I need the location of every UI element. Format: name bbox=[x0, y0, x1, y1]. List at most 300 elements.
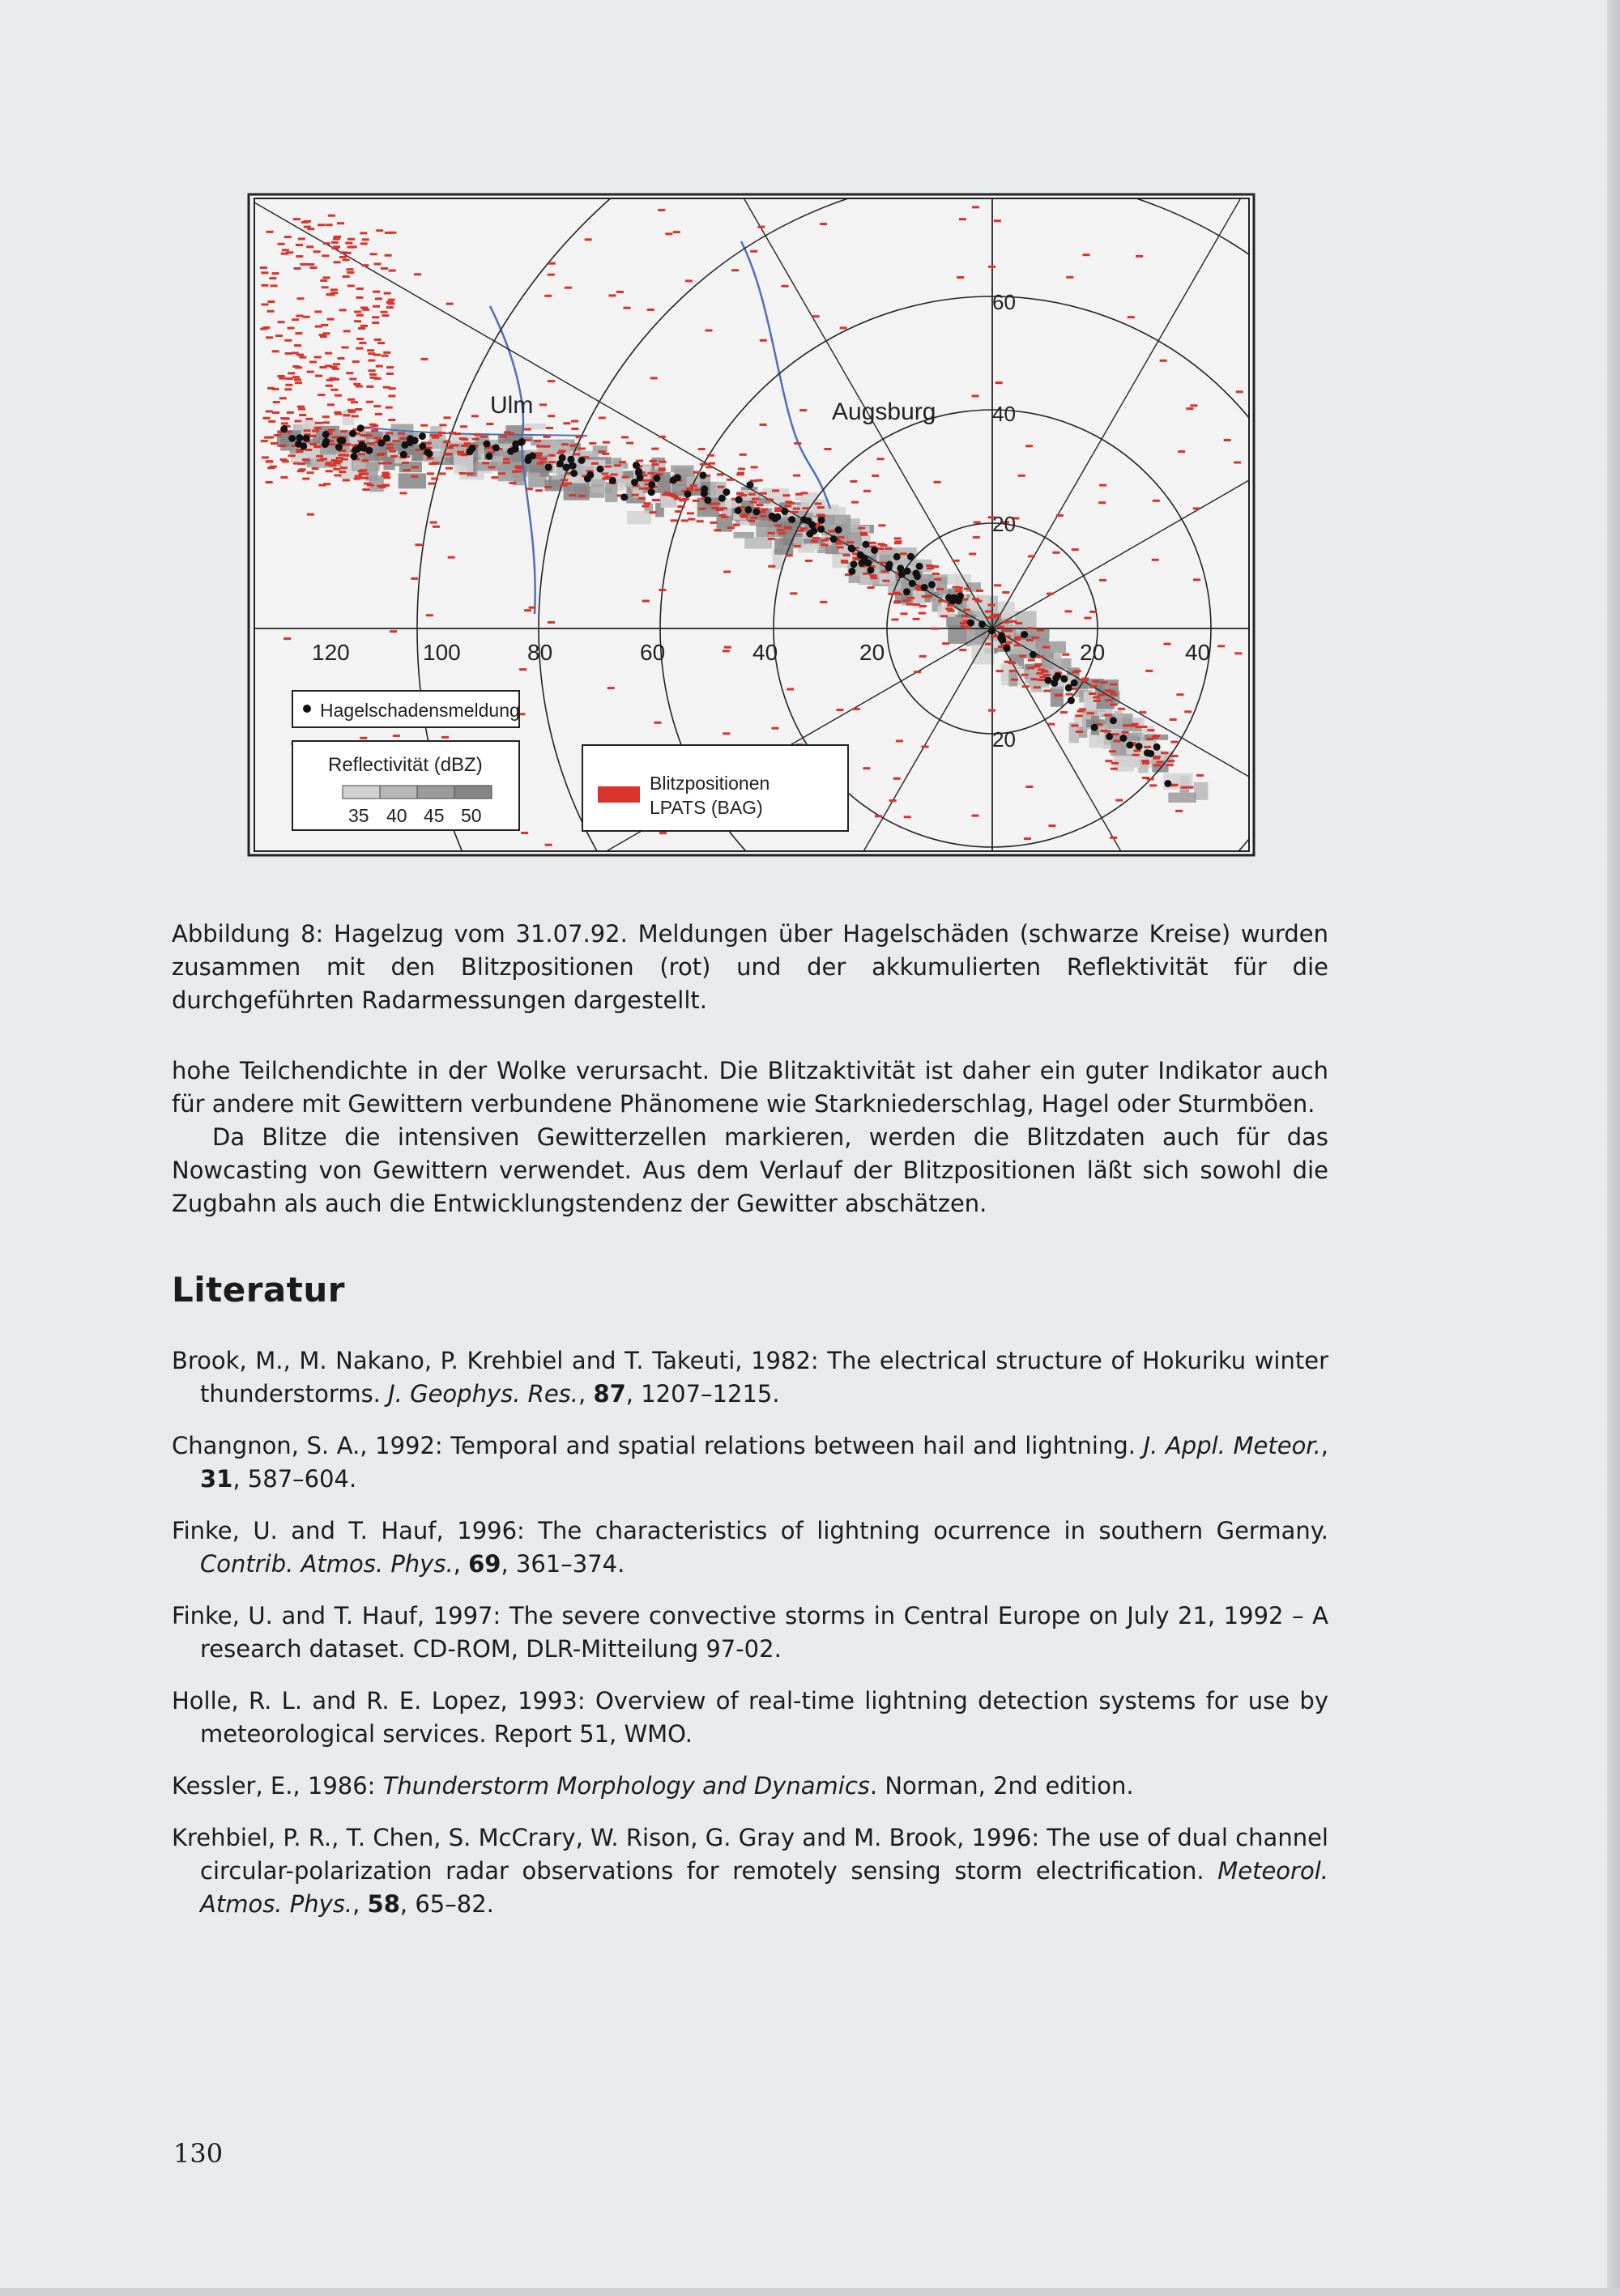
lightning-strike bbox=[750, 250, 757, 253]
lightning-strike bbox=[271, 442, 278, 445]
lightning-strike bbox=[343, 258, 350, 261]
lightning-strike bbox=[297, 470, 305, 472]
lightning-strike bbox=[894, 542, 902, 544]
lightning-strike bbox=[1062, 654, 1069, 656]
lightning-strike bbox=[438, 432, 446, 434]
lightning-strike bbox=[361, 434, 369, 437]
lightning-strike bbox=[760, 492, 767, 495]
lightning-strike bbox=[362, 238, 369, 241]
lightning-strike bbox=[388, 419, 395, 421]
lightning-strike bbox=[1112, 733, 1119, 735]
legend-lightning bbox=[582, 745, 848, 831]
lightning-strike bbox=[444, 416, 451, 419]
ref-volume: 58 bbox=[367, 1890, 400, 1918]
lightning-strike bbox=[805, 560, 812, 562]
lightning-strike bbox=[1094, 700, 1101, 702]
lightning-strike bbox=[1076, 731, 1083, 733]
lightning-strike bbox=[604, 466, 612, 468]
lightning-strike bbox=[548, 461, 556, 463]
lightning-strike bbox=[1032, 637, 1039, 639]
lightning-strike bbox=[877, 458, 885, 460]
lightning-strike bbox=[285, 352, 292, 355]
reflectivity-scale-step bbox=[380, 786, 417, 799]
lightning-strike bbox=[599, 450, 606, 453]
lightning-strike bbox=[1036, 672, 1043, 675]
lightning-strike bbox=[318, 224, 325, 226]
lightning-strike bbox=[375, 297, 382, 300]
lightning-strike bbox=[791, 511, 798, 513]
lightning-strike bbox=[319, 334, 326, 336]
lightning-strike bbox=[793, 475, 800, 477]
lightning-strike bbox=[382, 355, 389, 357]
lightning-strike bbox=[320, 458, 327, 460]
hail-report bbox=[466, 448, 473, 455]
lightning-strike bbox=[1026, 639, 1034, 641]
lightning-strike bbox=[1153, 756, 1161, 758]
lightning-strike bbox=[719, 514, 727, 517]
y-tick: 20 bbox=[992, 512, 1016, 536]
lightning-strike bbox=[526, 488, 533, 490]
y-tick: 20 bbox=[992, 727, 1016, 752]
lightning-strike bbox=[267, 310, 275, 313]
hail-report bbox=[635, 468, 642, 475]
lightning-strike bbox=[794, 442, 801, 445]
lightning-strike bbox=[1136, 255, 1143, 258]
lightning-strike bbox=[608, 687, 615, 689]
lightning-strike bbox=[619, 461, 626, 463]
lightning-strike bbox=[959, 649, 966, 651]
lightning-strike bbox=[373, 305, 380, 308]
lightning-strike bbox=[546, 427, 553, 429]
lightning-strike bbox=[361, 473, 369, 475]
lightning-strike bbox=[548, 262, 556, 265]
lightning-strike bbox=[302, 478, 309, 480]
lightning-strike bbox=[561, 479, 568, 481]
lightning-strike bbox=[346, 268, 353, 270]
lightning-strike bbox=[659, 461, 667, 463]
lightning-strike bbox=[386, 443, 394, 445]
lightning-strike bbox=[338, 357, 345, 360]
lightning-strike bbox=[563, 422, 570, 424]
lightning-strike bbox=[569, 445, 577, 447]
ref-journal: Meteorol. Atmos. Phys. bbox=[200, 1857, 1328, 1918]
lightning-strike bbox=[297, 406, 305, 408]
lightning-strike bbox=[433, 526, 440, 528]
lightning-strike bbox=[320, 366, 327, 368]
hail-report bbox=[419, 432, 426, 440]
lightning-strike bbox=[768, 532, 775, 535]
lightning-strike bbox=[1099, 579, 1106, 581]
lightning-strike bbox=[603, 441, 610, 444]
lightning-strike bbox=[347, 285, 355, 288]
lightning-strike bbox=[1110, 837, 1117, 839]
lightning-strike bbox=[1071, 725, 1078, 727]
lightning-strike bbox=[642, 505, 649, 508]
lightning-strike bbox=[1105, 760, 1112, 762]
lightning-strike bbox=[774, 525, 782, 527]
lightning-strike bbox=[727, 526, 735, 529]
lightning-strike bbox=[1019, 655, 1026, 658]
hail-report bbox=[907, 553, 914, 560]
lightning-strike bbox=[557, 452, 565, 454]
lightning-strike bbox=[457, 451, 464, 454]
lightning-strike bbox=[355, 475, 362, 478]
lightning-strike bbox=[446, 453, 453, 455]
hail-report bbox=[735, 496, 743, 504]
lightning-strike bbox=[1025, 445, 1033, 447]
lightning-strike bbox=[285, 384, 292, 386]
lightning-strike bbox=[953, 560, 960, 562]
lightning-strike bbox=[369, 373, 377, 376]
lightning-strike bbox=[486, 423, 493, 425]
hail-report bbox=[805, 518, 812, 525]
lightning-strike bbox=[400, 437, 407, 440]
lightning-strike bbox=[1100, 730, 1107, 732]
lightning-strike bbox=[303, 316, 310, 318]
lightning-strike bbox=[339, 471, 346, 473]
lightning-strike bbox=[332, 378, 339, 381]
lightning-strike bbox=[1186, 407, 1193, 410]
lightning-strike bbox=[1142, 762, 1149, 765]
lightning-strike bbox=[934, 578, 941, 581]
lightning-strike bbox=[282, 460, 289, 462]
lightning-strike bbox=[972, 598, 979, 600]
lightning-strike bbox=[347, 398, 355, 401]
literature-heading: Literatur bbox=[172, 1270, 345, 1310]
lightning-strike bbox=[936, 588, 944, 590]
hail-report bbox=[570, 470, 578, 477]
lightning-strike bbox=[322, 286, 329, 288]
lightning-strike bbox=[313, 250, 321, 253]
lightning-strike bbox=[679, 499, 686, 501]
lightning-strike bbox=[314, 310, 322, 313]
lightning-strike bbox=[1111, 762, 1119, 765]
lightning-strike bbox=[800, 492, 808, 494]
lightning-strike bbox=[678, 505, 685, 508]
lightning-strike bbox=[714, 529, 721, 531]
lightning-strike bbox=[1099, 484, 1106, 487]
lightning-strike bbox=[515, 466, 522, 468]
lightning-strike bbox=[459, 437, 467, 440]
lightning-strike bbox=[904, 816, 911, 818]
lightning-strike bbox=[1055, 694, 1063, 696]
lightning-strike bbox=[296, 255, 303, 258]
reflectivity-cell bbox=[545, 479, 561, 491]
hail-report bbox=[529, 452, 536, 459]
hail-report bbox=[867, 567, 874, 574]
lightning-strike bbox=[812, 537, 820, 539]
lightning-strike bbox=[294, 378, 301, 381]
lightning-strike bbox=[1037, 655, 1044, 658]
lightning-strike bbox=[1149, 784, 1157, 786]
hail-report bbox=[744, 506, 752, 513]
lightning-strike bbox=[585, 238, 592, 241]
lightning-strike bbox=[524, 609, 531, 611]
lightning-strike bbox=[651, 448, 659, 450]
lightning-strike bbox=[858, 527, 865, 530]
lightning-strike bbox=[994, 584, 1001, 586]
lightning-strike bbox=[322, 276, 330, 279]
lightning-strike bbox=[1090, 685, 1098, 688]
lightning-strike bbox=[1104, 714, 1111, 717]
hail-report bbox=[563, 464, 570, 471]
lightning-strike bbox=[885, 547, 893, 550]
lightning-strike bbox=[340, 466, 347, 469]
lightning-strike bbox=[878, 543, 885, 545]
lightning-strike bbox=[1009, 670, 1017, 672]
hail-report bbox=[484, 441, 491, 448]
lightning-strike bbox=[521, 832, 528, 834]
hail-report bbox=[407, 435, 414, 442]
hail-report bbox=[419, 443, 426, 450]
lightning-strike bbox=[1098, 501, 1106, 504]
lightning-strike bbox=[772, 727, 779, 730]
lightning-strike bbox=[736, 473, 744, 475]
lightning-strike bbox=[282, 249, 289, 251]
lightning-strike bbox=[698, 448, 706, 450]
lightning-strike bbox=[374, 263, 382, 266]
lightning-strike bbox=[372, 316, 379, 318]
lightning-strike bbox=[1190, 404, 1197, 407]
hail-report bbox=[295, 441, 302, 448]
lightning-strike bbox=[787, 688, 794, 691]
lightning-strike bbox=[302, 458, 309, 461]
lightning-strike bbox=[700, 463, 707, 466]
lightning-strike bbox=[471, 415, 479, 417]
lightning-strike bbox=[997, 626, 1004, 628]
lightning-strike bbox=[498, 472, 505, 475]
lightning-strike bbox=[955, 590, 962, 592]
lightning-strike bbox=[326, 224, 333, 226]
lightning-strike bbox=[1089, 611, 1097, 613]
lightning-strike bbox=[892, 619, 899, 621]
lightning-strike bbox=[957, 276, 964, 279]
lightning-strike bbox=[300, 263, 307, 266]
lightning-strike bbox=[339, 454, 346, 456]
lightning-strike bbox=[863, 767, 870, 769]
lightning-strike bbox=[296, 315, 304, 317]
hail-report bbox=[349, 430, 356, 437]
lightning-strike bbox=[942, 642, 949, 645]
ref-journal: J. Appl. Meteor. bbox=[1143, 1432, 1321, 1459]
lightning-strike bbox=[1042, 646, 1050, 649]
lightning-strike bbox=[278, 243, 285, 245]
lightning-strike bbox=[636, 460, 643, 462]
lightning-strike bbox=[539, 403, 547, 406]
lightning-strike bbox=[386, 447, 394, 449]
x-tick: 60 bbox=[640, 640, 666, 665]
lightning-strike bbox=[383, 351, 390, 354]
lightning-strike bbox=[352, 360, 360, 363]
lightning-strike bbox=[602, 453, 609, 455]
lightning-strike bbox=[330, 292, 338, 294]
reflectivity-cell bbox=[1114, 711, 1122, 718]
lightning-strike bbox=[964, 588, 971, 590]
lightning-strike bbox=[1118, 708, 1125, 710]
lightning-strike bbox=[321, 324, 328, 326]
lightning-strike bbox=[360, 737, 367, 739]
lightning-strike bbox=[345, 242, 352, 245]
lightning-strike bbox=[616, 291, 624, 293]
reflectivity-cell bbox=[1051, 688, 1064, 707]
lightning-strike bbox=[1056, 514, 1064, 517]
ref-sep: , bbox=[578, 1380, 594, 1408]
lightning-strike bbox=[895, 593, 902, 595]
lightning-strike bbox=[1008, 662, 1016, 664]
lightning-strike bbox=[889, 799, 897, 802]
lightning-strike bbox=[347, 246, 355, 249]
lightning-strike bbox=[1193, 578, 1200, 581]
lightning-strike bbox=[1144, 746, 1151, 748]
lightning-strike bbox=[273, 401, 280, 403]
reflectivity-scale bbox=[343, 786, 492, 799]
lightning-strike bbox=[284, 388, 292, 390]
lightning-strike bbox=[370, 377, 377, 379]
lightning-strike bbox=[919, 612, 926, 615]
hail-report bbox=[848, 568, 855, 575]
ref-pages: , 361–374. bbox=[501, 1550, 625, 1578]
lightning-strike bbox=[322, 254, 329, 257]
lightning-strike bbox=[266, 336, 273, 339]
lightning-strike bbox=[1085, 617, 1092, 620]
lightning-strike bbox=[760, 339, 767, 342]
lightning-strike bbox=[992, 614, 1000, 616]
lightning-strike bbox=[843, 554, 850, 556]
lightning-strike bbox=[748, 493, 756, 496]
lightning-strike bbox=[817, 506, 825, 509]
lightning-strike bbox=[671, 519, 678, 522]
ref-journal: Contrib. Atmos. Phys. bbox=[200, 1550, 454, 1578]
lightning-strike bbox=[650, 460, 657, 462]
lightning-strike bbox=[296, 450, 303, 453]
lightning-strike bbox=[871, 577, 878, 579]
hail-report bbox=[545, 463, 552, 471]
hail-report bbox=[903, 588, 910, 595]
hail-report bbox=[904, 568, 911, 575]
lightning-strike bbox=[1076, 714, 1083, 717]
lightning-strike bbox=[723, 571, 731, 573]
lightning-strike bbox=[1002, 591, 1009, 594]
lightning-strike bbox=[838, 536, 845, 539]
lightning-strike bbox=[529, 607, 536, 609]
hail-report bbox=[485, 453, 492, 460]
lightning-strike bbox=[1018, 475, 1025, 477]
lightning-strike bbox=[578, 495, 586, 497]
lightning-strike bbox=[421, 358, 428, 360]
reference-item bbox=[172, 1514, 1328, 1581]
hail-report bbox=[280, 425, 288, 432]
lightning-strike bbox=[681, 519, 688, 522]
hail-report bbox=[747, 481, 754, 488]
lightning-strike bbox=[386, 432, 393, 434]
lightning-strike bbox=[601, 472, 608, 475]
hail-report bbox=[957, 592, 964, 599]
lightning-strike bbox=[659, 589, 666, 591]
lightning-strike bbox=[284, 637, 291, 640]
lightning-strike bbox=[988, 709, 995, 712]
lightning-strike bbox=[368, 442, 375, 445]
lightning-strike bbox=[840, 326, 847, 329]
lightning-strike bbox=[961, 625, 968, 628]
lightning-strike bbox=[352, 415, 359, 417]
lightning-strike bbox=[1011, 679, 1018, 681]
lightning-strike bbox=[837, 546, 844, 548]
lightning-strike bbox=[328, 443, 335, 445]
lightning-strike bbox=[390, 630, 397, 633]
lightning-strike bbox=[740, 454, 747, 456]
lightning-strike bbox=[260, 266, 267, 269]
lightning-strike bbox=[299, 356, 306, 359]
lightning-strike bbox=[1114, 739, 1121, 742]
lightning-strike bbox=[893, 777, 901, 780]
lightning-strike bbox=[820, 601, 827, 603]
lightning-strike bbox=[358, 327, 365, 330]
lightning-strike bbox=[327, 403, 335, 406]
x-tick: 20 bbox=[1080, 640, 1106, 665]
lightning-strike bbox=[382, 314, 390, 317]
hail-report bbox=[949, 597, 957, 604]
lightning-strike bbox=[548, 274, 555, 276]
lightning-strike bbox=[458, 453, 465, 455]
reference-item bbox=[172, 1600, 1328, 1666]
lightning-strike bbox=[621, 436, 629, 438]
lightning-strike bbox=[281, 422, 288, 424]
ref-volume: 69 bbox=[468, 1550, 501, 1578]
lightning-strike bbox=[284, 339, 292, 342]
lightning-strike bbox=[262, 304, 269, 306]
legend-lightning-label-1: Blitzpositionen bbox=[650, 773, 770, 794]
lightning-strike bbox=[774, 509, 782, 512]
lightning-strike bbox=[340, 251, 347, 253]
lightning-strike bbox=[1217, 645, 1225, 647]
hail-report bbox=[518, 438, 526, 445]
reflectivity-cell bbox=[825, 507, 846, 515]
lightning-strike bbox=[751, 466, 758, 468]
lightning-strike bbox=[760, 424, 767, 426]
lightning-strike bbox=[298, 408, 305, 411]
page-number: 130 bbox=[173, 2138, 224, 2169]
lightning-strike bbox=[1066, 693, 1073, 696]
lightning-strike bbox=[263, 326, 271, 329]
lightning-strike bbox=[272, 350, 279, 352]
hail-report bbox=[928, 581, 936, 588]
lightning-strike bbox=[740, 514, 747, 517]
lightning-strike bbox=[963, 609, 970, 611]
lightning-strike bbox=[261, 284, 268, 287]
lightning-strike bbox=[272, 411, 279, 414]
hail-report bbox=[848, 545, 855, 552]
lightning-strike bbox=[1043, 674, 1051, 676]
reflectivity-cell bbox=[710, 482, 727, 497]
lightning-strike bbox=[443, 441, 450, 443]
hail-report bbox=[1021, 631, 1028, 638]
lightning-color-swatch bbox=[598, 786, 640, 803]
lightning-strike bbox=[287, 411, 294, 414]
hail-report bbox=[351, 453, 358, 460]
lightning-strike bbox=[599, 417, 606, 420]
lightning-strike bbox=[1234, 462, 1241, 464]
lightning-strike bbox=[626, 442, 633, 445]
lightning-strike bbox=[694, 489, 701, 492]
ref-journal: Thunderstorm Morphology and Dynamics bbox=[382, 1772, 870, 1800]
lightning-strike bbox=[389, 270, 396, 272]
lightning-strike bbox=[560, 484, 567, 487]
lightning-strike bbox=[609, 294, 616, 296]
reference-item bbox=[172, 1429, 1328, 1496]
lightning-strike bbox=[313, 445, 321, 448]
radar-map bbox=[247, 193, 1256, 857]
lightning-strike bbox=[386, 462, 393, 464]
